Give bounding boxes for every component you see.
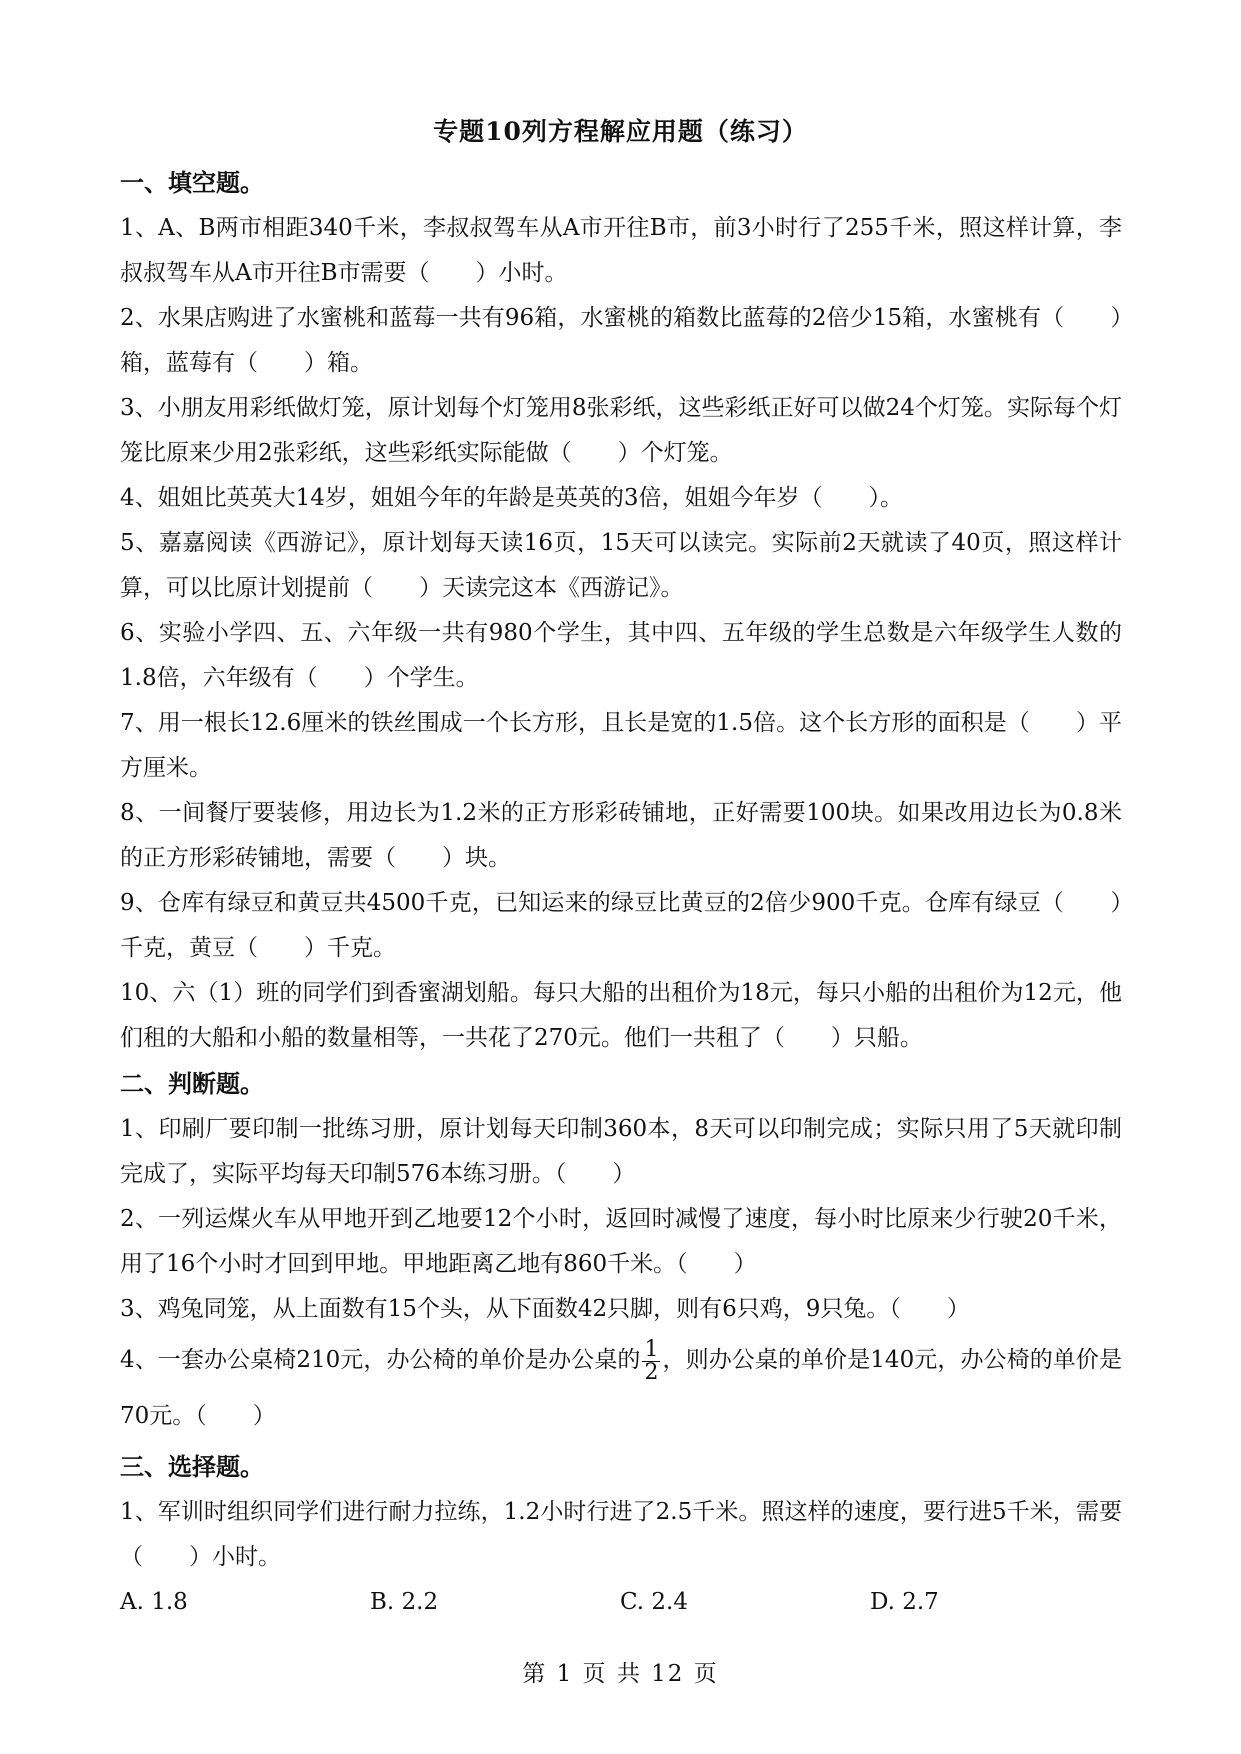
fraction-one-half: [642, 1336, 660, 1385]
fill-question-3: 3、小朋友用彩纸做灯笼，原计划每个灯笼用8张彩纸，这些彩纸正好可以做24个灯笼。实际每个灯笼比原来少用2张彩纸，这些彩纸实际能做（ ）个灯笼。: [120, 395, 1122, 466]
fill-question-6: 6、实验小学四、五、六年级一共有980个学生，其中四、五年级的学生总数是六年级学生人数的1.8倍，六年级有（ ）个学生。: [120, 620, 1122, 691]
fraction-denominator: 2: [644, 1359, 659, 1385]
fill-question-8: 8、一间餐厅要装修，用边长为1.2米的正方形彩砖铺地，正好需要100块。如果改用边长为0.8米的正方形彩砖铺地，需要（ ）块。: [120, 800, 1122, 871]
page-footer: 第 1 页 共 12 页: [522, 1661, 719, 1687]
judge-question-3: 3、鸡兔同笼，从上面数有15个头，从下面数42只脚，则有6只鸡，9只兔。（ ）: [120, 1296, 970, 1322]
fill-question-2: 2、水果店购进了水蜜桃和蓝莓一共有96箱，水蜜桃的箱数比蓝莓的2倍少15箱，水蜜桃有（ ）箱，蓝莓有（ ）箱。: [120, 305, 1122, 376]
choice-question-1: 1、军训时组织同学们进行耐力拉练，1.2小时行进了2.5千米。照这样的速度，要行进5千米，需要（ ）小时。: [120, 1499, 1122, 1570]
fill-question-10: 10、六（1）班的同学们到香蜜湖划船。每只大船的出租价为18元，每只小船的出租价为12元，他们租的大船和小船的数量相等，一共花了270元。他们一共租了（ ）只船。: [120, 980, 1122, 1051]
section-heading-fill: 一、填空题。: [120, 168, 264, 197]
section-heading-judge: 二、判断题。: [120, 1069, 264, 1098]
choice-options: [120, 1580, 1122, 1625]
option-a: A. 1.8: [120, 1589, 188, 1615]
section-heading-choice: 三、选择题。: [120, 1452, 264, 1481]
fill-question-1: 1、A、B两市相距340千米，李叔叔驾车从A市开往B市，前3小时行了255千米，照这样计算，李叔叔驾车从A市开往B市需要（ ）小时。: [120, 215, 1122, 286]
fill-question-4: 4、姐姐比英英大14岁，姐姐今年的年龄是英英的3倍，姐姐今年岁（ ）。: [120, 485, 904, 511]
document-title: 专题10列方程解应用题（练习）: [433, 117, 808, 146]
judge-question-1: 1、印刷厂要印制一批练习册，原计划每天印制360本，8天可以印制完成；实际只用了5天就印制完成了，实际平均每天印制576本练习册。（ ）: [120, 1116, 1122, 1187]
fraction-numerator: 1: [644, 1336, 659, 1362]
fill-question-5: 5、嘉嘉阅读《西游记》，原计划每天读16页，15天可以读完。实际前2天就读了40页，照这样计算，可以比原计划提前（ ）天读完这本《西游记》。: [120, 530, 1122, 601]
document-body: [120, 160, 1122, 1625]
judge-question-4: [120, 1332, 1122, 1444]
option-b: B. 2.2: [370, 1589, 439, 1615]
judge-question-4-after: ，则办公桌的单价是140元，办公椅的单价是70元。（ ）: [120, 1347, 1122, 1429]
option-c: C. 2.4: [620, 1589, 688, 1615]
judge-question-2: 2、一列运煤火车从甲地开到乙地要12个小时，返回时减慢了速度，每小时比原来少行驶20千米，用了16个小时才回到甲地。甲地距离乙地有860千米。（ ）: [120, 1206, 1122, 1277]
judge-question-4-before: 4、一套办公桌椅210元，办公椅的单价是办公桌的: [120, 1347, 641, 1373]
fill-question-9: 9、仓库有绿豆和黄豆共4500千克，已知运来的绿豆比黄豆的2倍少900千克。仓库有绿豆（ ）千克，黄豆（ ）千克。: [120, 890, 1122, 961]
option-d: D. 2.7: [870, 1589, 939, 1615]
fill-question-7: 7、用一根长12.6厘米的铁丝围成一个长方形，且长是宽的1.5倍。这个长方形的面积是（ ）平方厘米。: [120, 710, 1122, 781]
